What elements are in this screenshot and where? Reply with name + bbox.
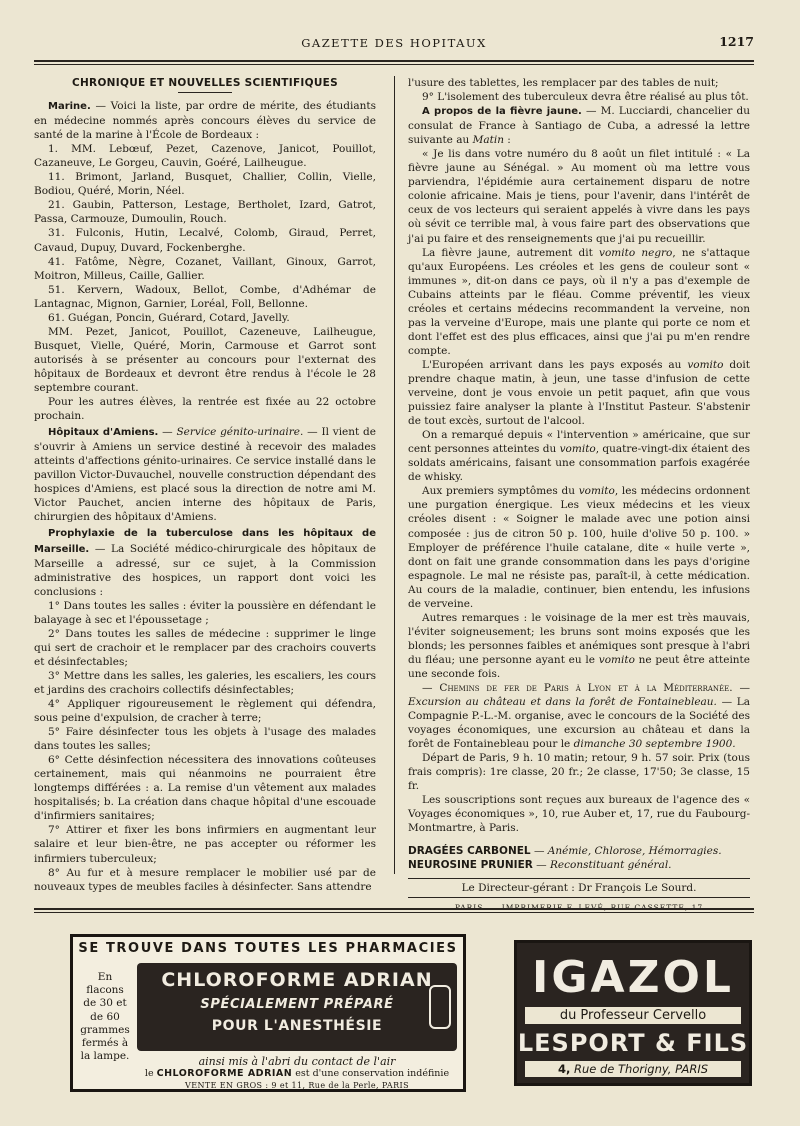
igazol-brand: IGAZOL — [532, 952, 734, 1003]
column-divider — [394, 76, 395, 874]
chemins-para: — Chemins de fer de Paris à Lyon et à la Méditerranée. — Excursion au château et dans la forêt de Fontainebleau. — La Compagnie P.-L.-M. organise, avec le concours de la Société des voyages économiques, une excursion au château et dans la forêt de Fontainebleau pour le dimanche 30 septembre 1900. — [408, 682, 751, 751]
directeur-gerant: Le Directeur-gérant : Dr François Le Sourd. — [408, 878, 750, 898]
promo-neurosine: NEUROSINE PRUNIER — Reconstituant général. — [408, 858, 672, 871]
amiens-paragraph: Hôpitaux d'Amiens. — Service génito-urinaire. — Il vient de s'ouvrir à Amiens un service destiné à recevoir des malades atteints d'affections génito-urinaires. Ce service installé dans le pavillon Victor-Duvauchel, nouvelle construction dépendant des hospices d'Amiens, est placé sous la direction de notre ami M. Victor Pauchet, ancien interne des hôpitaux de Paris, chirurgien des hôpitaux d'Amiens. — [34, 426, 376, 524]
page-number: 1217 — [719, 34, 754, 49]
ad-slogan: ainsi mis à l'abri du contact de l'air — [198, 1055, 396, 1068]
chemins-para: Les souscriptions sont reçues aux bureaux de l'agence des « Voyages économiques », 10, rue Auber et, 17, rue du Faubourg-Montmartre, à Paris. — [408, 794, 750, 835]
list-item: 6° Cette désinfection nécessitera des innovations coûteuses certainement, mais qui néanmoins ne pourraient être longtemps différées : a. La remise d'un vêtement aux malades hospitalisés; b. La création dans chaque hôpital d'une escouade d'infirmiers sanitaires; — [34, 754, 376, 823]
list-item: 8° Au fur et à mesure remplacer le mobilier usé par de nouveaux types de meubles faciles à désinfecter. Sans attendre — [34, 866, 376, 893]
chloroforme-ad — [70, 934, 466, 1092]
marine-para-2: MM. Pezet, Janicot, Pouillot, Cazeneuve, Lailheugue, Busquet, Vielle, Quéré, Morin, Carmouse et Garrot sont autorisés à se présenter au concours pour l'externat des hôpitaux de Bordeaux et devront être rendus à l'école le 28 septembre courant. — [34, 325, 376, 394]
list-item: 5° Faire désinfecter tous les objets à l'usage des malades dans toutes les salles; — [34, 726, 376, 753]
fievre-intro: A propos de la fièvre jaune. — M. Lucciardi, chancelier du consulat de France à Santiago de Cuba, a adressé la lettre suivante au Matin : — [408, 105, 750, 147]
continuation-item: 9° L'isolement des tuberculeux devra être réalisé au plus tôt. — [422, 91, 749, 104]
ad-address: VENTE EN GROS : 9 et 11, Rue de la Perle, PARIS — [185, 1081, 409, 1090]
page-header — [34, 34, 754, 54]
continuation-line: l'usure des tablettes, les remplacer par des tables de nuit; — [408, 77, 719, 89]
list-item: 7° Attirer et fixer les bons infirmiers en augmentant leur salaire et leur bien-être, ne pas accepter ou réformer les infirmiers tuberculeux; — [34, 824, 376, 865]
list-item: 61. Guégan, Poncin, Guérard, Cotard, Javelly. — [48, 311, 290, 324]
ad-top-line: SE TROUVE DANS TOUTES LES PHARMACIES — [78, 941, 458, 956]
bottle-label — [137, 963, 457, 1051]
marine-paragraph: Marine. — Voici la liste, par ordre de mérite, des étudiants en médecine nommés après concours élèves du service de santé de la marine à l'École de Bordeaux : — [34, 100, 376, 142]
list-item: 31. Fulconis, Hutin, Lecalvé, Colomb, Giraud, Perret, Cavaud, Dupuy, Duvard, Fockenberghe. — [34, 227, 376, 254]
list-item: 1. MM. Lebœuf, Pezet, Cazenove, Janicot, Pouillot, Cazaneuve, Le Gorgeu, Cauvin, Goéré, Lailheugue. — [34, 143, 376, 170]
list-item: 51. Kervern, Wadoux, Bellot, Combe, d'Adhémar de Lantagnac, Mignon, Garnier, Loréal, Foll, Bellonne. — [34, 283, 376, 310]
promo-carbonel: DRAGÉES CARBONEL — Anémie, Chlorose, Hémorragies. — [408, 844, 722, 857]
fievre-para: La fièvre jaune, autrement dit vomito negro, ne s'attaque qu'aux Européens. Les créoles et les gens de couleur sont « immunes », dit-on dans ce pays, où il n'y a pas d'exemple de Cubains atteints par le fléau. Comme préventif, les vieux créoles et certains médecins recommandent la verveine, non pas la verveine d'Europe, mais une plante qui porte ce nom et dont l'effet est des plus efficaces, ainsi que j'ai pu m'en rendre compte. — [408, 246, 750, 357]
left-column — [34, 76, 376, 894]
journal-title: GAZETTE DES HOPITAUX — [301, 36, 487, 50]
list-item: 3° Mettre dans les salles, les galeries, les escaliers, les cours et jardins des crachoirs collectifs désinfectables; — [34, 669, 376, 696]
right-column — [408, 76, 750, 915]
product-line-3: POUR L'ANESTHÉSIE — [211, 1018, 383, 1034]
fievre-para: On a remarqué depuis « l'intervention » américaine, que sur cent personnes atteintes du vomito, quatre-vingt-dix étaient des soldats américains, faisant une consommation parfois exagérée de whisky. — [408, 429, 750, 484]
header-rule — [34, 60, 754, 65]
product-name: CHLOROFORME ADRIAN — [161, 969, 433, 991]
printer-line: PARIS. — IMPRIMERIE F. LEVÉ, RUE CASSETTE, 17 — [454, 902, 704, 912]
fievre-para: Aux premiers symptômes du vomito, les médecins ordonnent une purgation énergique. Les vieux médecins et les vieux créoles disent : « Soigner le malade avec une potion ainsi composée : jus de citron 50 p. 100, huile d'olive 50 p. 100. » Employer de préférence l'huile catalane, dite « huile verte », dont on fait une grande consommation dans les pays d'origine espagnole. Le mal ne résiste pas, paraît-il, à cette médication. Au cours de la maladie, continuer, bien entendu, les infusions de verveine. — [408, 485, 750, 610]
list-item: 1° Dans toutes les salles : éviter la poussière en défendant le balayage à sec et l'époussetage ; — [34, 599, 376, 626]
marine-run: Marine. — [48, 101, 91, 113]
ad-side-text: En flacons de 30 et de 60 grammes fermés à la lampe. — [80, 971, 130, 1063]
ad-brand-line: le CHLOROFORME ADRIAN est d'une conservation indéfinie — [144, 1068, 450, 1079]
list-item: 4° Appliquer rigoureusement le règlement qui défendra, sous peine d'expulsion, de cracher à terre; — [34, 698, 376, 725]
marine-para-3: Pour les autres élèves, la rentrée est fixée au 22 octobre prochain. — [34, 396, 376, 423]
list-item: 11. Brimont, Jarland, Busquet, Challier, Collin, Vielle, Bodiou, Quéré, Morin, Néel. — [34, 171, 376, 198]
title-rule — [178, 92, 232, 93]
fievre-para: « Je lis dans votre numéro du 8 août un filet intitulé : « La fièvre jaune au Sénégal. » Au moment où ma lettre vous parviendra, l'épidémie aura certainement disparu de notre colonie africaine. Mais je tiens, pour l'avenir, dans l'intérêt de ceux de vos lecteurs qui seraient appelés à vivre dans les pays où sévit ce terrible mal, à vous faire part des observations que j'ai pu faire et des renseignements que j'ai pu recueillir. — [408, 148, 750, 245]
list-item: 2° Dans toutes les salles de médecine : supprimer le linge qui sert de crachoir et le remplacer par des crachoirs couverts et désinfectables; — [34, 627, 376, 668]
footer-rule — [34, 908, 754, 913]
fievre-para: Autres remarques : le voisinage de la mer est très mauvais, l'éviter soigneusement; les bruns sont moins exposés que les blonds; les personnes faibles et anémiques sont presque à l'abri du fléau; une personne ayant eu le vomito ne peut être atteinte une seconde fois. — [408, 611, 750, 680]
fievre-para: L'Européen arrivant dans les pays exposés au vomito doit prendre chaque matin, à jeun, une tasse d'infusion de cette verveine, dont je vous envoie un petit paquet, afin que vous puissiez faire analyser la plante à l'Institut Pasteur. S'abstenir de tout excès, surtout de l'alcool. — [408, 358, 750, 428]
igazol-company: LESPORT & FILS — [517, 1029, 749, 1057]
bottle-cap-icon — [429, 985, 451, 1029]
chemins-para: Départ de Paris, 9 h. 10 matin; retour, 9 h. 57 soir. Prix (tous frais compris): 1re classe, 20 fr.; 2e classe, 17'50; 3e classe, 15 fr. — [408, 752, 750, 793]
igazol-ad — [514, 940, 752, 1086]
igazol-professor: du Professeur Cervello — [525, 1007, 741, 1024]
list-item: 41. Fatôme, Nègre, Cozanet, Vaillant, Ginoux, Garrot, Moitron, Milleus, Caille, Gallier. — [34, 255, 376, 282]
product-line-2: SPÉCIALEMENT PRÉPARÉ — [200, 997, 394, 1012]
marseille-paragraph: Prophylaxie de la tuberculose dans les hôpitaux de Marseille. — La Société médico-chirurgicale des hôpitaux de Marseille a adressé, sur ce sujet, à la Commission administrative des hospices, un rapport dont voici les conclusions : — [34, 528, 376, 598]
igazol-address: 4, Rue de Thorigny, PARIS — [525, 1061, 741, 1077]
section-title: CHRONIQUE ET NOUVELLES SCIENTIFIQUES — [71, 77, 339, 89]
list-item: 21. Gaubin, Patterson, Lestage, Bertholet, Izard, Gatrot, Passa, Carmouze, Dumoulin, Rouch. — [34, 199, 376, 226]
